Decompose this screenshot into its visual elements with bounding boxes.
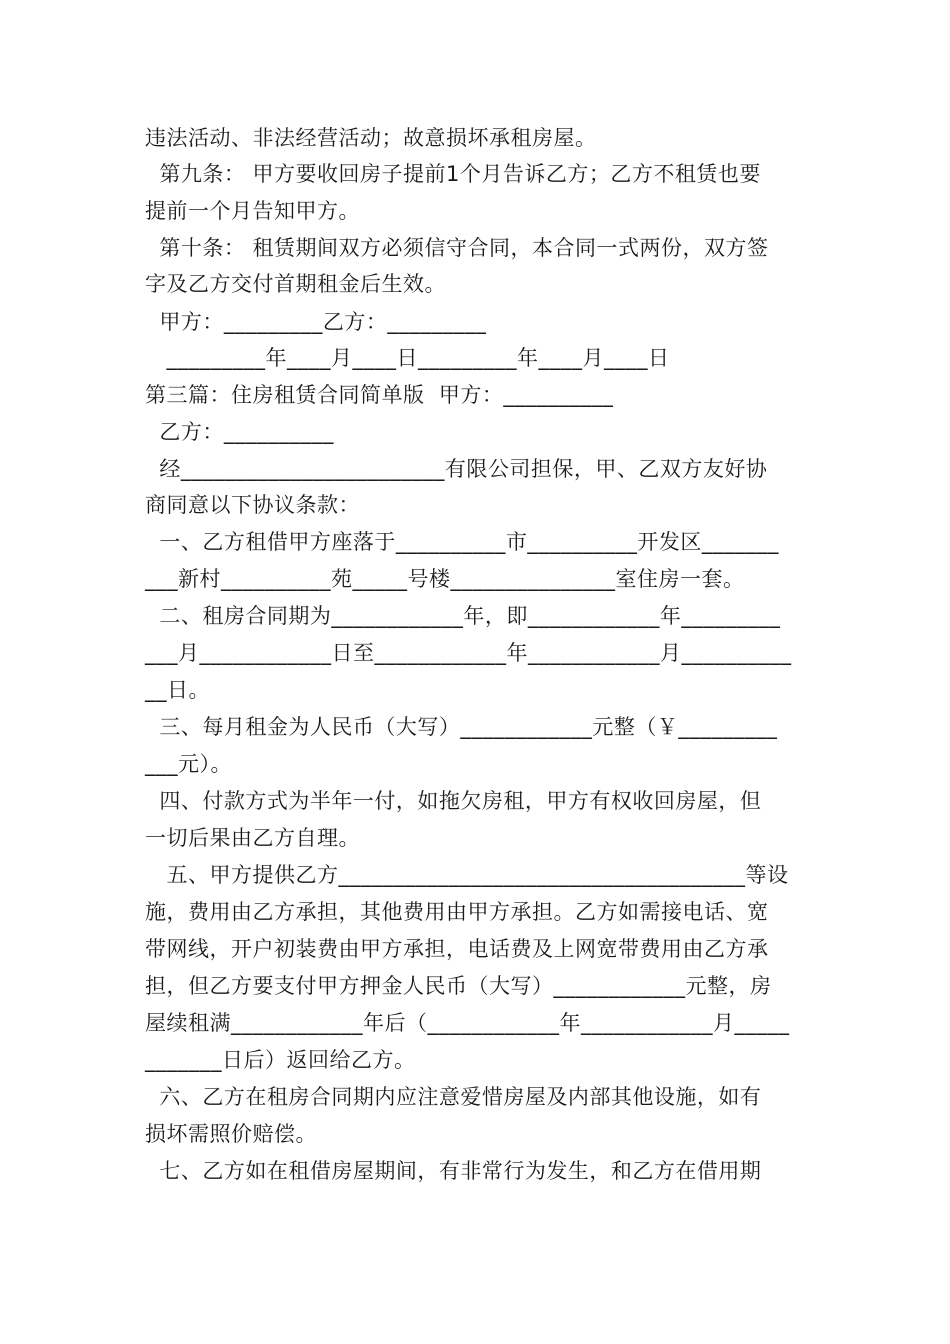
text-line: 一切后果由乙方自理。 — [145, 826, 360, 850]
text-line: 担，但乙方要支付甲方押金人民币（大写）____________元整，房 — [145, 974, 772, 998]
text-line: 带网线，开户初装费由甲方承担，电话费及上网宽带费用由乙方承 — [145, 937, 769, 961]
text-line: 违法活动、非法经营活动；故意损坏承租房屋。 — [145, 126, 597, 150]
text-line: ___新村__________苑_____号楼_______________室住房一套。 — [145, 567, 745, 591]
text-line: 乙方：__________ — [145, 420, 334, 444]
text-line: 屋续租满____________年后（____________年____________月_____ — [145, 1011, 790, 1035]
section-heading: 第三篇：住房租赁合同简单版 甲方：__________ — [145, 383, 614, 407]
date-line: _________年____月____日_________年____月____日 — [145, 346, 670, 370]
text-line: 五、甲方提供乙方_____________________________________等设 — [145, 863, 789, 887]
text-line: _______日后）返回给乙方。 — [145, 1048, 416, 1072]
text-line: 第十条： 租赁期间双方必须信守合同，本合同一式两份，双方签 — [145, 236, 769, 260]
text-line: 一、乙方租借甲方座落于__________市__________开发区_______ — [145, 530, 779, 554]
text-line: 第九条： 甲方要收回房子提前1个月告诉乙方；乙方不租赁也要 — [145, 162, 761, 186]
text-line: 提前一个月告知甲方。 — [145, 199, 360, 223]
text-line: __日。 — [145, 678, 210, 702]
text-line: 六、乙方在租房合同期内应注意爱惜房屋及内部其他设施，如有 — [145, 1085, 762, 1109]
text-line: 经________________________有限公司担保，甲、乙双方友好协 — [145, 457, 768, 481]
text-line: 三、每月租金为人民币（大写）____________元整（￥_________ — [145, 715, 778, 739]
signature-line: 甲方：_________乙方：_________ — [145, 310, 487, 334]
text-line: 损坏需照价赔偿。 — [145, 1122, 317, 1146]
text-line: 字及乙方交付首期租金后生效。 — [145, 272, 446, 296]
text-line: 二、租房合同期为____________年，即____________年_________ — [145, 604, 781, 628]
text-line: ___月____________日至____________年____________月__________ — [145, 641, 792, 665]
text-line: 七、乙方如在租借房屋期间，有非常行为发生，和乙方在借用期 — [145, 1159, 762, 1183]
text-line: ___元）。 — [145, 752, 232, 776]
text-line: 四、付款方式为半年一付，如拖欠房租，甲方有权收回房屋，但 — [145, 789, 762, 813]
text-line: 商同意以下协议条款： — [145, 493, 360, 517]
text-line: 施，费用由乙方承担，其他费用由甲方承担。乙方如需接电话、宽 — [145, 900, 769, 924]
